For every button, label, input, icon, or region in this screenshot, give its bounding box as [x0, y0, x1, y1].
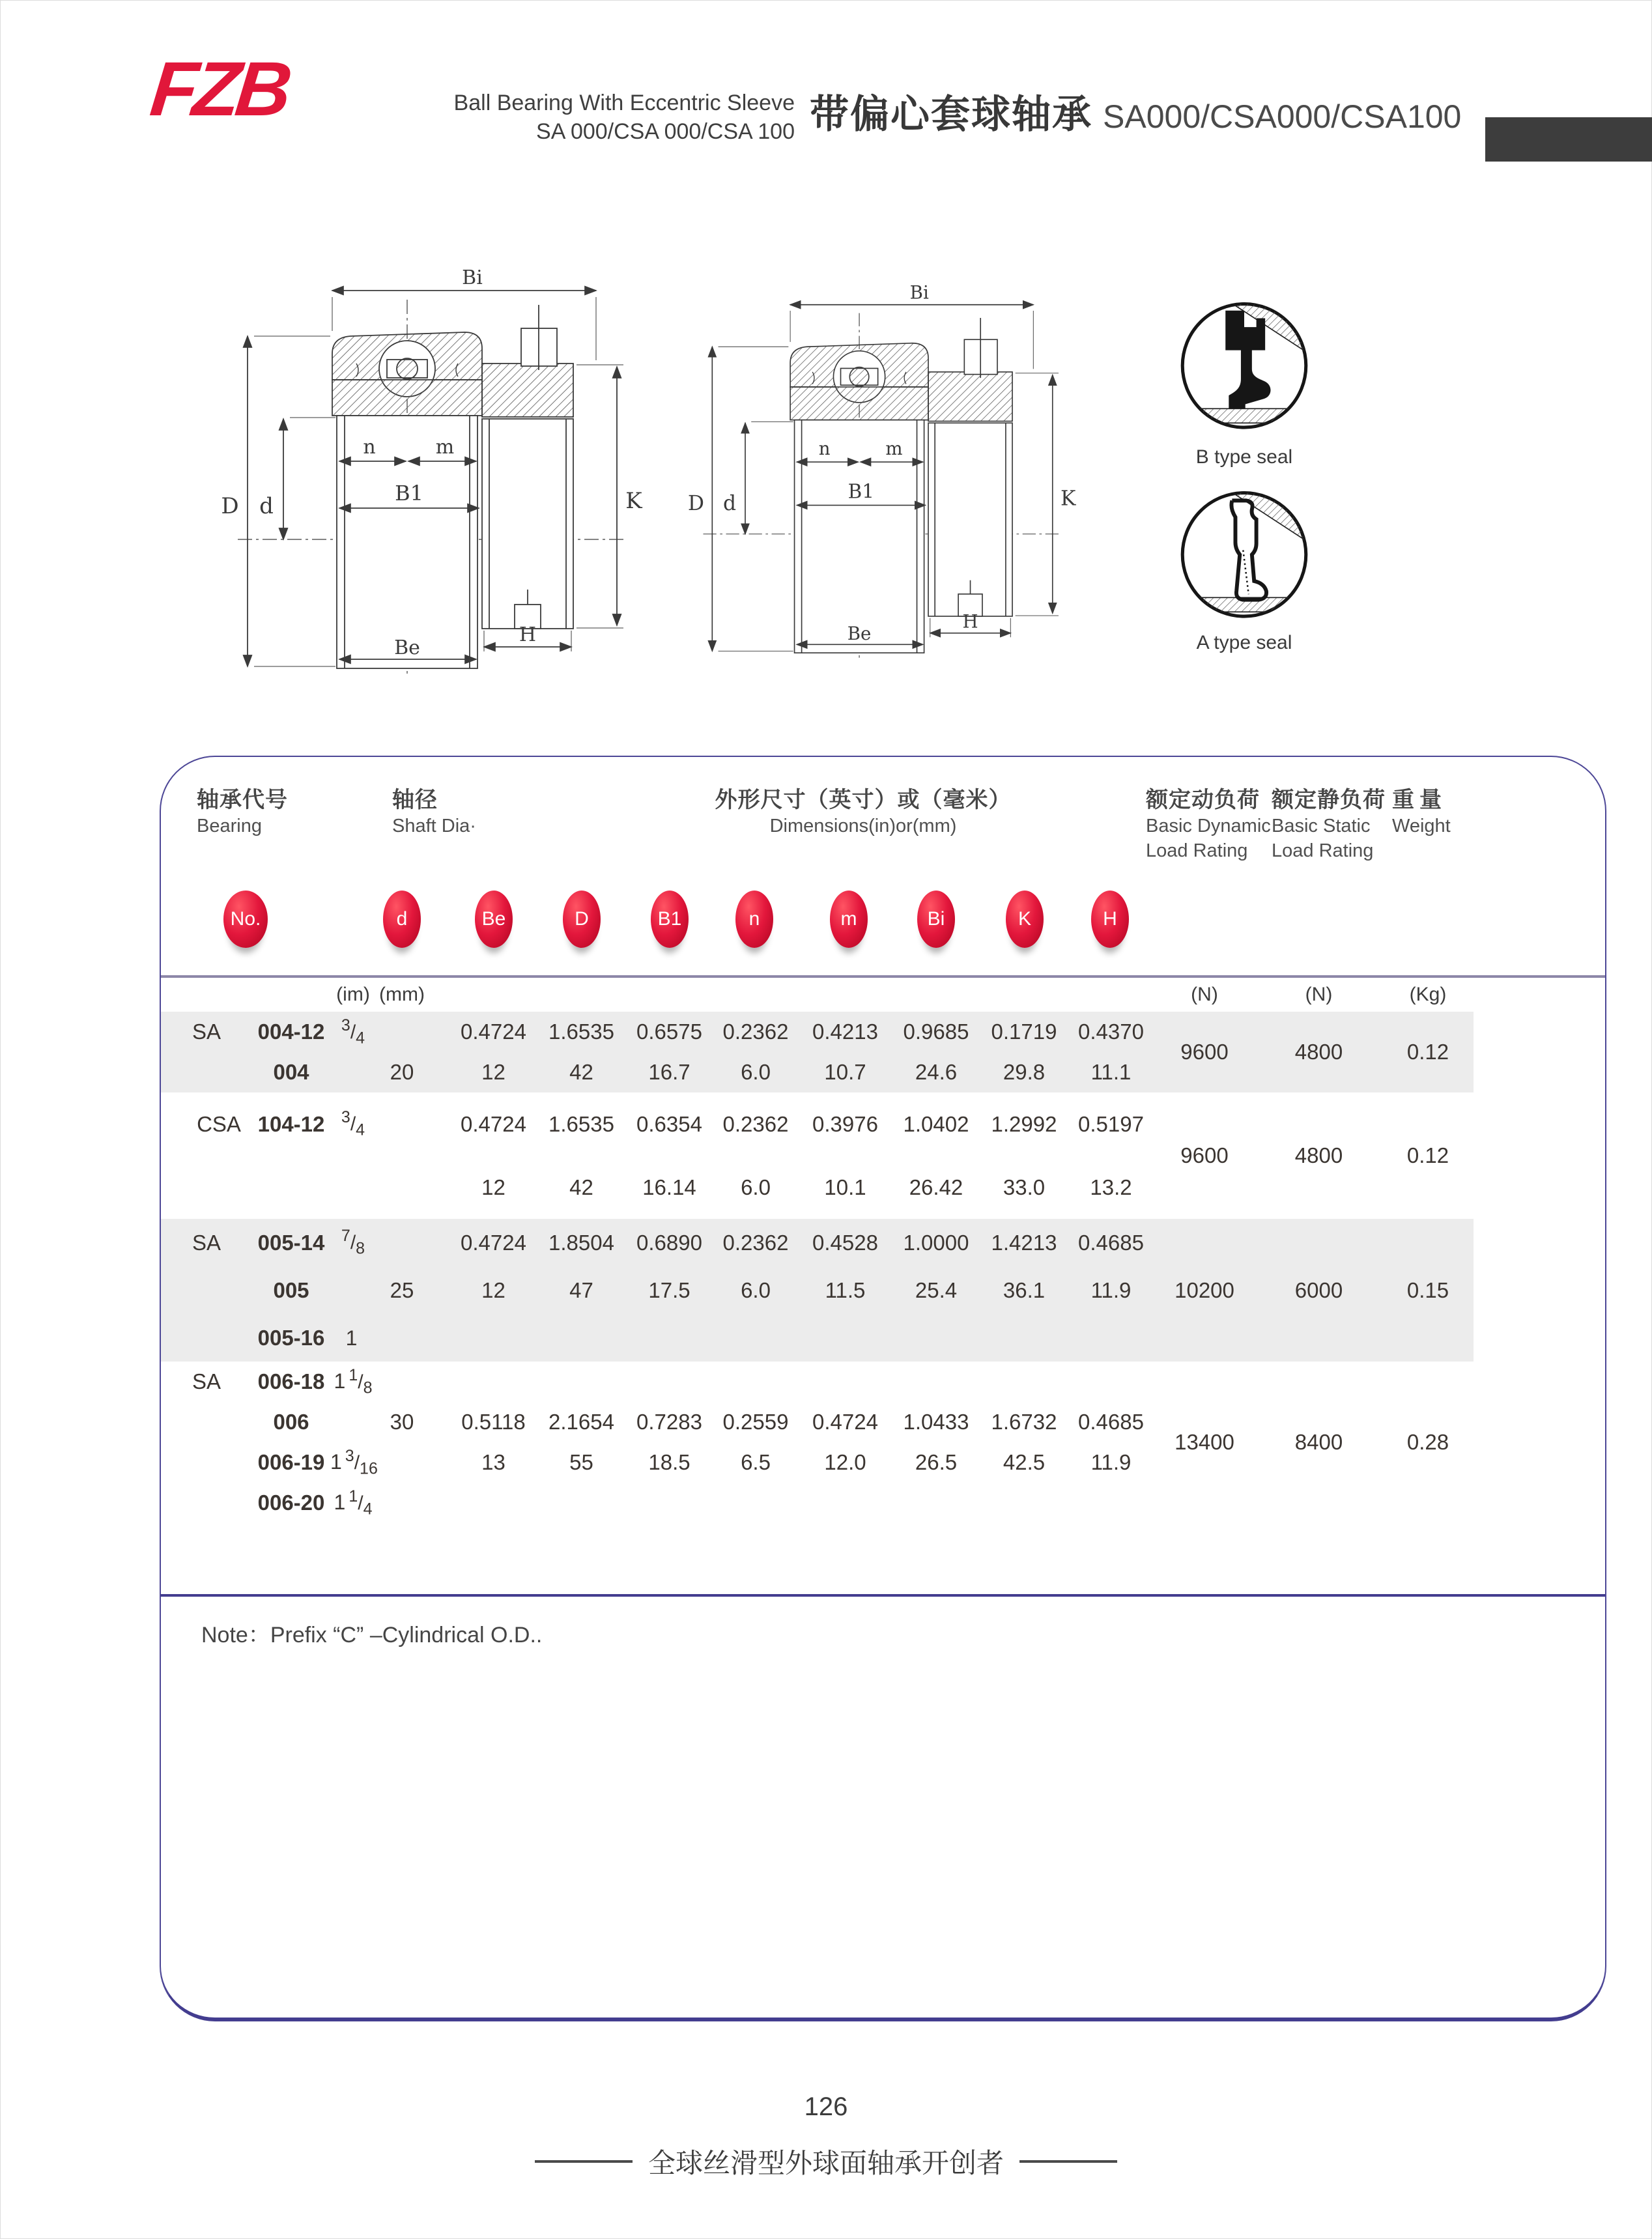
bearing-number: 006	[273, 1410, 309, 1434]
cell-d: 20	[376, 1052, 428, 1092]
dynamic-load: 9600	[1180, 1143, 1229, 1167]
dim-label-be: Be	[394, 636, 420, 659]
spec-row: 006-19 1 $^3/_{16}$ 13 55 18.5 6.5 12.0 26.5 42.5 11.9	[161, 1442, 1605, 1483]
seal-a-label: A type seal	[1196, 632, 1292, 653]
table-bottom-rule	[161, 1594, 1605, 1597]
dim-label-b1: B1	[395, 481, 423, 506]
column-badge-h: H	[1091, 891, 1129, 948]
note-text: Note：Prefix “C” –Cylindrical O.D..	[201, 1623, 543, 1647]
cell-n: 0.2362	[713, 1012, 798, 1052]
dim-label-D: D	[687, 491, 704, 515]
dynamic-load: 9600	[1154, 1012, 1255, 1092]
bearing-group-sa005	[161, 1219, 1605, 1362]
fzb-logo: FZB	[147, 46, 292, 132]
column-badge-b1: B1	[651, 891, 689, 948]
dim-label-be: Be	[847, 622, 872, 644]
title-english	[404, 89, 795, 146]
col-heading-weight: 重量 Weight	[1392, 788, 1451, 836]
footer-slogan	[0, 2142, 1652, 2181]
column-badge-k: K	[1006, 891, 1044, 948]
spec-row: 005 25 12 47 17.5 6.0 11.5 25.4 36.1 11.9	[161, 1266, 1605, 1314]
slogan-text: 全球丝滑型外球面轴承开创者	[648, 2148, 1004, 2178]
cell-D: 1.6535	[537, 1012, 625, 1052]
bearing-number: 004-12	[252, 1012, 330, 1052]
cell-d: 30	[390, 1410, 414, 1434]
spec-row: SA 004-12 $^3/_4$ 0.4724 1.6535 0.6575 0.2362 0.4213 0.9685 0.1719 0.4370 9600 4800 0.12	[161, 1012, 1605, 1052]
title-chinese: 带偏心套球轴承	[810, 93, 1092, 136]
spec-row: 004 20 12 42 16.7 6.0 10.7 24.6 29.8 11.1	[161, 1052, 1605, 1092]
title-model-codes: SA000/CSA000/CSA100	[1103, 98, 1462, 135]
seal-b-label: B type seal	[1195, 446, 1293, 468]
dim-label-h: H	[962, 610, 978, 633]
static-load: 8400	[1294, 1430, 1343, 1454]
col-heading-dynamic-load: 额定动负荷 Basic Dynamic Load Rating	[1146, 788, 1271, 861]
cell-d: 25	[376, 1266, 428, 1314]
units-row	[161, 977, 1605, 1012]
static-load: 4800	[1255, 1012, 1382, 1092]
dim-label-n: n	[818, 438, 831, 460]
weight: 0.28	[1406, 1430, 1449, 1454]
unit-wt: (Kg)	[1382, 977, 1474, 1012]
bearing-drawing-a-type	[661, 266, 1081, 676]
col-heading-dimensions: 外形尺寸（英寸）或（毫米） Dimensions(in)or(mm)	[715, 788, 1012, 836]
title-chinese-block	[810, 83, 1461, 139]
unit-inch: (im)	[330, 977, 376, 1012]
spec-table-card	[160, 756, 1606, 2021]
dim-label-m: m	[435, 436, 455, 459]
dim-label-bi: Bi	[909, 281, 929, 304]
title-english-line1: Ball Bearing With Eccentric Sleeve	[453, 91, 795, 115]
slogan-dash-left	[535, 2160, 633, 2163]
dynamic-load: 10200	[1154, 1219, 1255, 1362]
bearing-drawing-b-type	[192, 266, 648, 676]
bearing-number: 006-18	[257, 1369, 325, 1393]
dim-label-d: d	[259, 493, 274, 519]
bearing-number: 005-14	[252, 1219, 330, 1266]
dim-label-n: n	[363, 436, 376, 459]
title-english-line2: SA 000/CSA 000/CSA 100	[536, 119, 795, 144]
seal-detail-a	[1173, 481, 1316, 631]
cell-k: 0.1719	[980, 1012, 1068, 1052]
column-badge-m: m	[830, 891, 868, 948]
cell-be: 0.4724	[449, 1012, 537, 1052]
weight: 0.15	[1382, 1219, 1474, 1362]
cell-m: 0.4213	[798, 1012, 892, 1052]
spec-row: SA 006-18 1 $^1/_8$ 13400 8400 0.28	[161, 1362, 1605, 1402]
bearing-number: 006-19	[257, 1450, 325, 1474]
spec-row: SA 005-14 $^7/_8$ 0.4724 1.8504 0.6890 0.2362 0.4528 1.0000 1.4213 0.4685 10200 6000 0.15	[161, 1219, 1605, 1266]
spec-row: CSA 104-12 $^3/_4$ 0.4724 1.6535 0.6354 0.2362 0.3976 1.0402 1.2992 0.5197 9600 4800 0.12	[161, 1092, 1605, 1156]
static-load: 4800	[1294, 1143, 1343, 1167]
static-load: 6000	[1255, 1219, 1382, 1362]
column-badge-d: d	[383, 891, 421, 948]
col-heading-shaft: 轴径 Shaft Dia·	[392, 788, 476, 836]
weight: 0.12	[1382, 1012, 1474, 1092]
dim-label-k: K	[1061, 487, 1076, 511]
dynamic-load: 13400	[1175, 1430, 1234, 1454]
cell-h: 0.4370	[1068, 1012, 1154, 1052]
spec-row: 12 42 16.14 6.0 10.1 26.42 33.0 13.2	[481, 1175, 1132, 1199]
header-accent-bar	[1485, 117, 1652, 162]
column-badge-be: Be	[475, 891, 513, 948]
cell-bi: 0.9685	[892, 1012, 980, 1052]
unit-dyn: (N)	[1154, 977, 1255, 1012]
column-badge-no: No.	[223, 891, 268, 948]
bearing-number: 006-20	[257, 1490, 325, 1515]
col-heading-bearing: 轴承代号 Bearing	[197, 788, 288, 836]
dim-label-b1: B1	[847, 480, 875, 503]
column-badge-n: n	[735, 891, 773, 948]
spec-row: 006-20 1 $^1/_4$	[161, 1483, 1605, 1523]
dim-label-bi: Bi	[462, 266, 483, 289]
cell-b1: 0.6575	[625, 1012, 713, 1052]
dim-label-h: H	[519, 623, 537, 646]
dim-label-D: D	[221, 493, 239, 519]
spec-row: 006 30 0.5118 2.1654 0.7283 0.2559 0.4724 1.0433 1.6732 0.4685	[161, 1402, 1605, 1442]
slogan-dash-right	[1019, 2160, 1117, 2163]
bearing-group-csa104	[161, 1092, 1605, 1219]
spec-table	[161, 975, 1605, 1523]
seal-detail-b	[1173, 292, 1316, 442]
page-number: 126	[804, 2092, 848, 2121]
dim-label-m: m	[885, 438, 903, 460]
bearing-group-sa006	[161, 1362, 1605, 1523]
bearing-number: 005	[252, 1266, 330, 1314]
bearing-number: 005-16	[252, 1314, 330, 1362]
bearing-number: 004	[252, 1052, 330, 1092]
col-heading-static-load: 额定静负荷 Basic Static Load Rating	[1272, 788, 1386, 861]
weight: 0.12	[1406, 1143, 1449, 1167]
column-badge-bi: Bi	[917, 891, 955, 948]
column-badge-D: D	[563, 891, 601, 948]
bearing-group-sa004	[161, 1012, 1605, 1092]
dim-label-k: K	[625, 488, 642, 514]
dim-label-d: d	[723, 491, 737, 515]
unit-stat: (N)	[1255, 977, 1382, 1012]
unit-mm: (mm)	[376, 977, 428, 1012]
spec-row: 005-16 1	[161, 1314, 1605, 1362]
bearing-number: 104-12	[257, 1111, 325, 1136]
